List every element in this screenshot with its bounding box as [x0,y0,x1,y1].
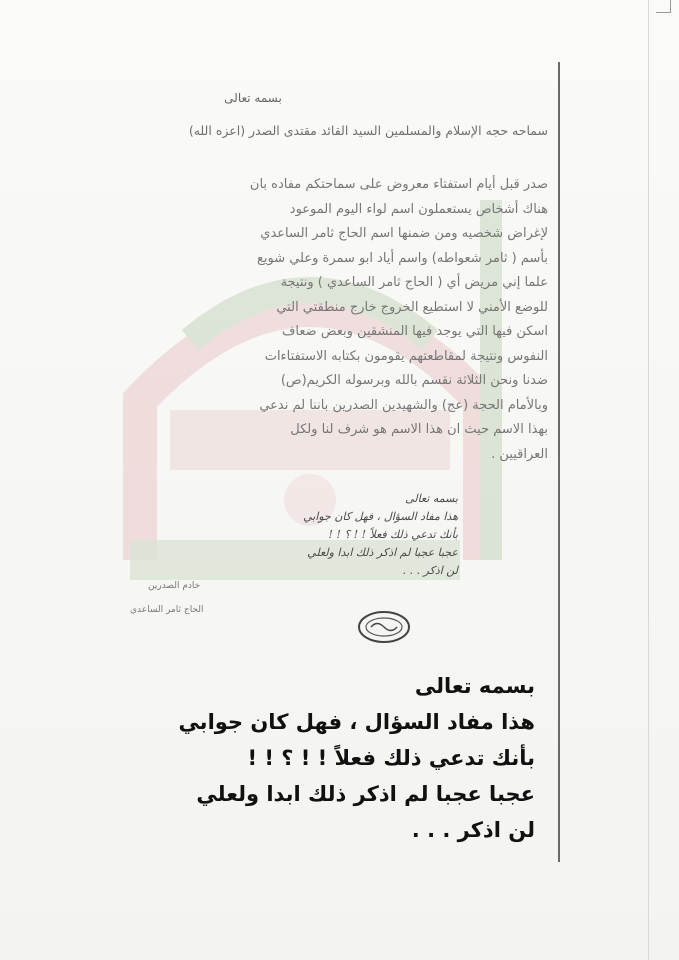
handwritten-line: عجبا عجبا لم اذكر ذلك ابدا ولعلي [307,546,458,559]
page-edge-line [648,0,649,960]
transcription-line: بأنك تدعي ذلك فعلاً ! ! ؟ ! ! [247,746,535,770]
handwritten-line: هذا مفاد السؤال ، فهل كان جوابي [303,510,458,523]
body-line: علما إني مريض أي ( الحاج ثامر الساعدي ) ونتيجة [280,275,548,290]
letter-body [138,173,548,467]
body-line: صدر قبل أيام استفتاء معروض على سماحتكم مفاده بان [249,177,548,192]
body-line: العراقيين . [491,446,548,462]
body-line: اسكن فيها التي يوجد فيها المنشقين وبعض ضعاف [281,324,548,339]
letter-address: سماحه حجه الإسلام والمسلمين السيد القائد مقتدى الصدر (اعزه الله) [188,123,548,138]
handwritten-line: بسمه تعالى [405,492,458,505]
handwritten-line: لن اذكر . . . [402,564,458,577]
signature-title: الحاج ثامر الساعدي [130,605,204,615]
body-line: بأسم ( ثامر شعواطه) واسم أياد ابو سمرة وعلي شويع [256,250,548,266]
body-line: بهذا الاسم حيث ان هذا الاسم هو شرف لنا ولكل [290,422,548,437]
transcription-line: عجبا عجبا لم اذكر ذلك ابدا ولعلي [196,782,535,806]
scan-corner-mark [656,0,671,13]
signature-name: خادم الصدرين [148,581,201,591]
body-line: لإغراض شخصيه ومن ضمنها اسم الحاج ثامر الساعدي [260,226,548,241]
body-line: وبالأمام الحجة (عج) والشهيدين الصدرين باننا لم ندعي [259,397,548,413]
handwritten-reply [228,490,458,580]
typed-transcription [178,668,535,848]
page-border-line [558,62,560,862]
original-letter [128,85,548,645]
body-line: هناك أشخاص يستعملون اسم لواء اليوم الموعود [289,201,548,217]
letter-header: بسمه تعالى [224,91,282,105]
body-line: ضدنا ونحن الثلاثة نقسم بالله وبرسوله الكريم(ص) [280,373,548,388]
transcription-line: لن اذكر . . . [411,818,535,842]
transcription-line: بسمه تعالى [414,674,535,698]
body-line: للوضع الأمني لا استطيع الخروج خارج منطقتي التي [276,299,548,315]
body-line: النفوس ونتيجة لمقاطعتهم يقومون بكتابه الاستفتاءات [264,348,548,364]
office-seal-stamp-icon [357,610,411,644]
transcription-line: هذا مفاد السؤال ، فهل كان جوابي [178,710,535,734]
handwritten-line: بأنك تدعي ذلك فعلاً ! ! ؟ ! ! [328,528,458,541]
